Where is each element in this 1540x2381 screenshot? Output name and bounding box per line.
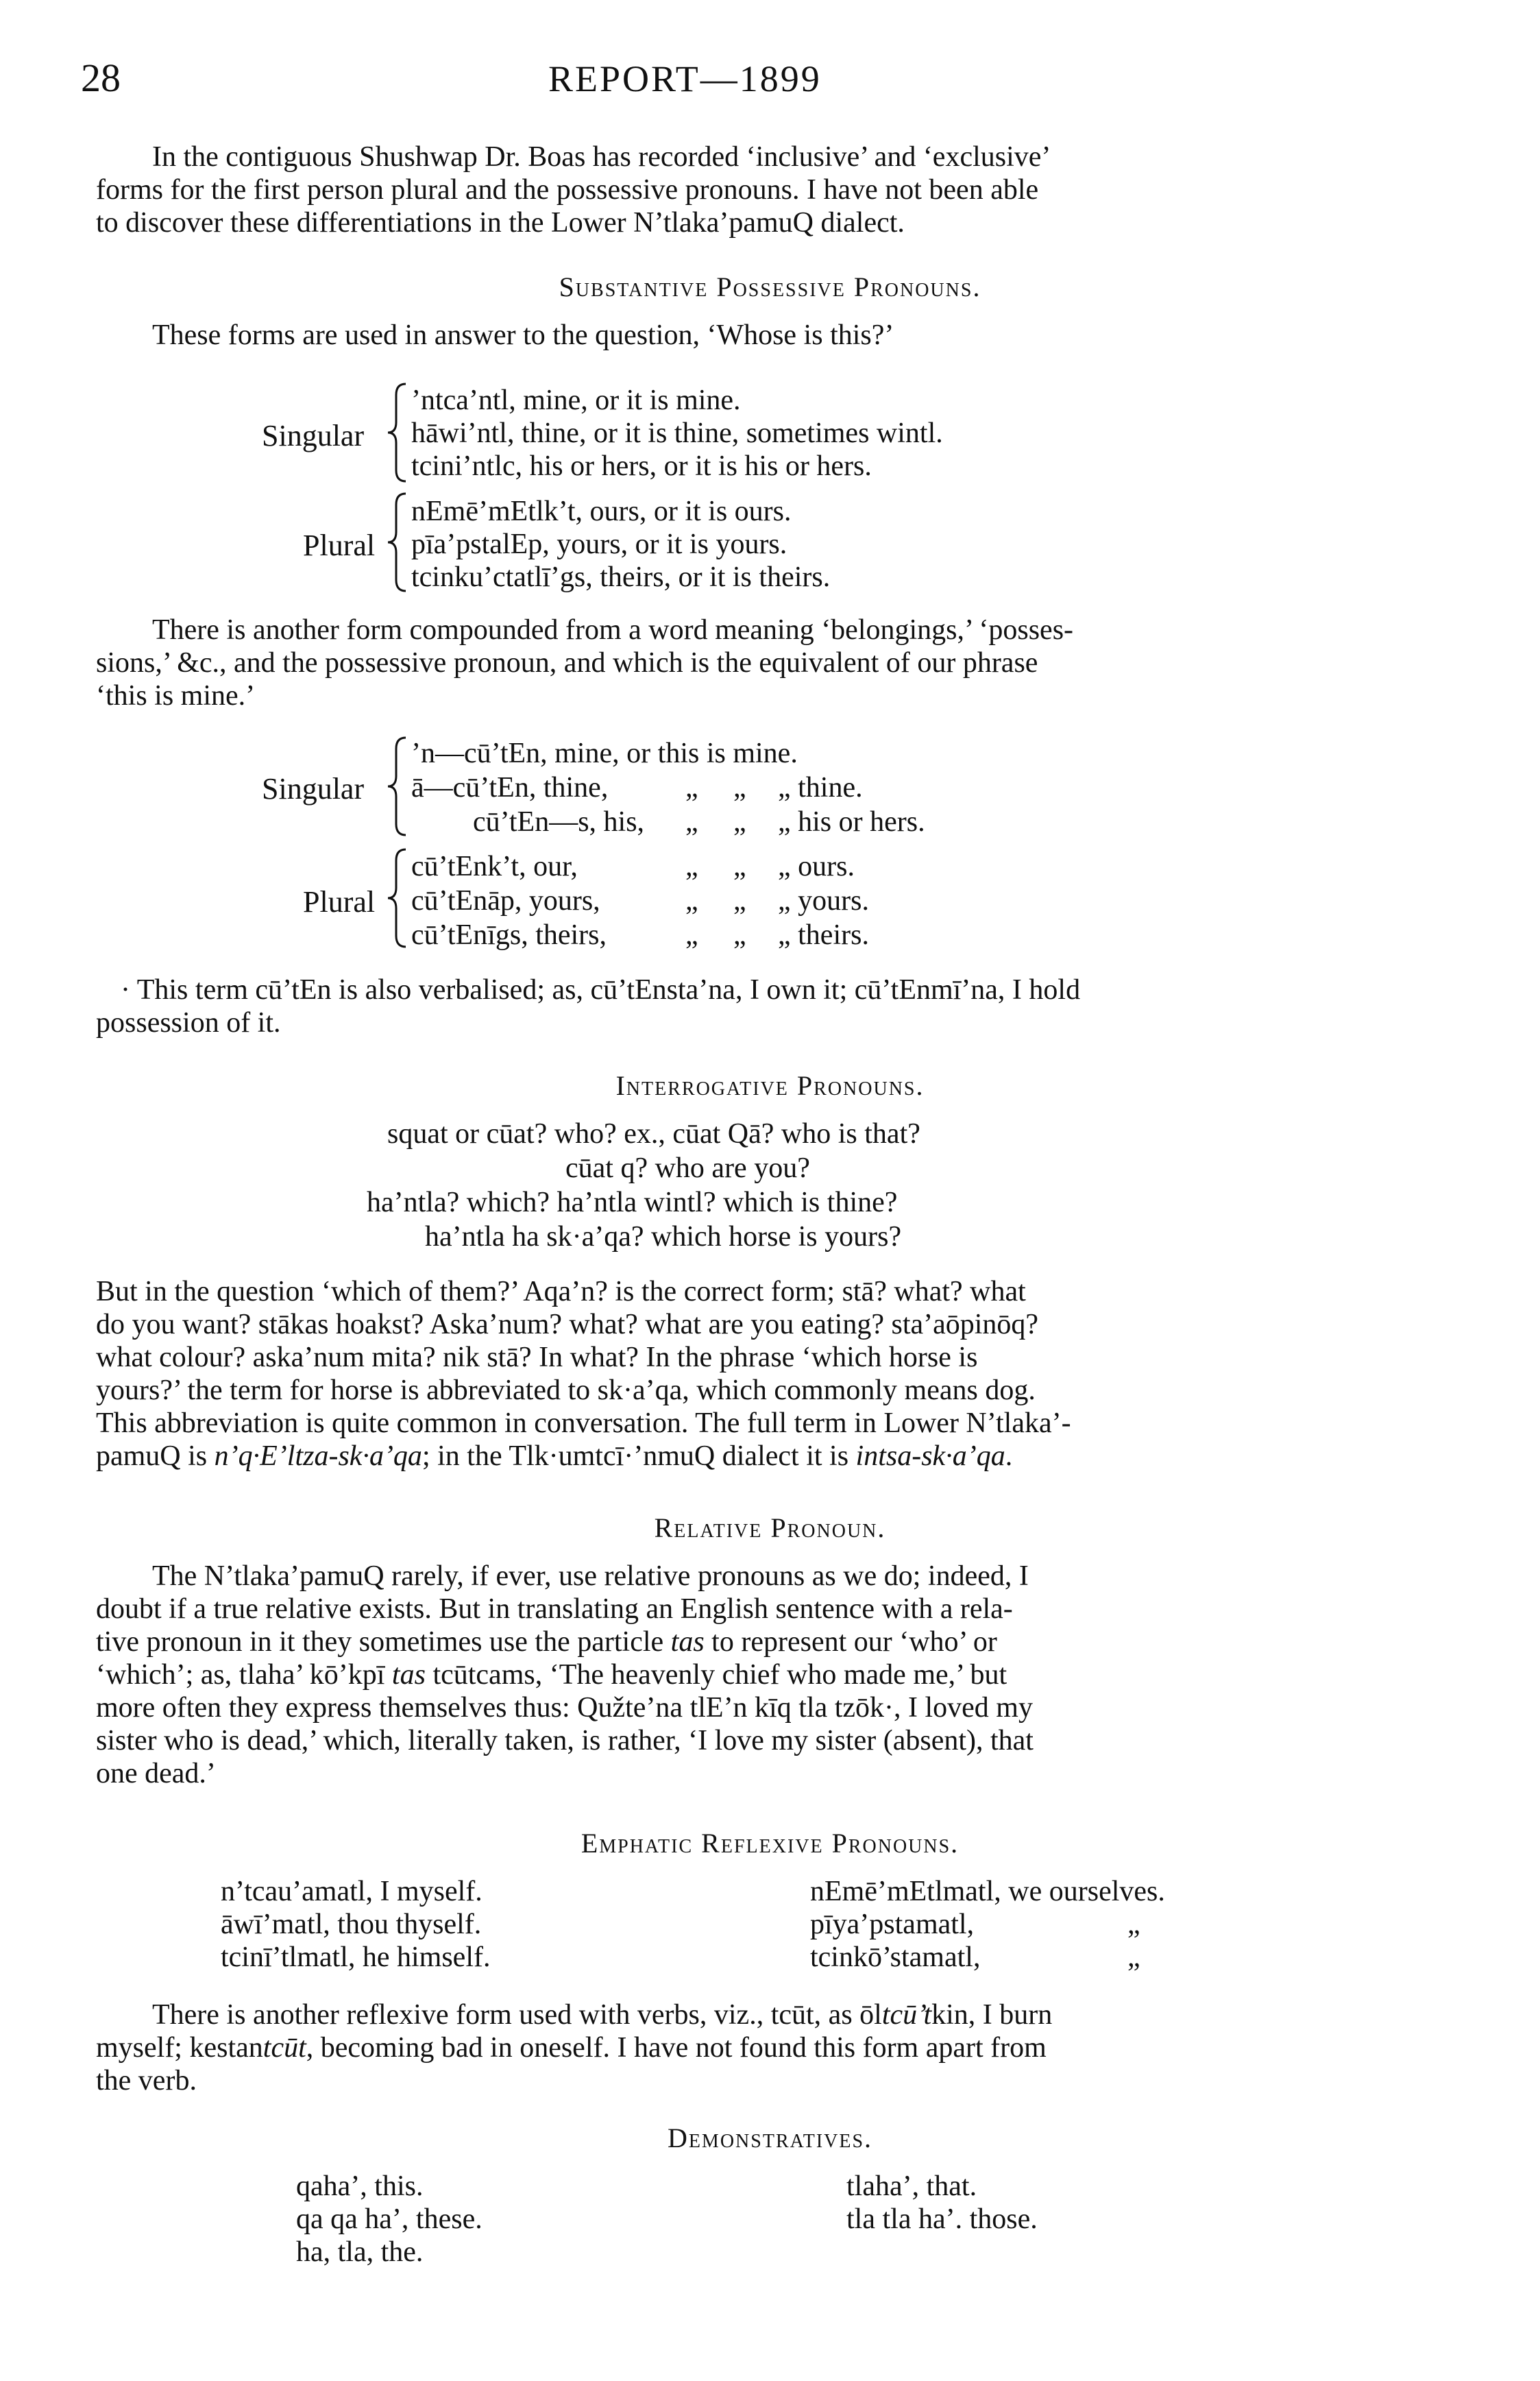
text-line: nEmē’mEtlmatl, we ourselves. xyxy=(810,1876,1165,1907)
plural-label: Plural xyxy=(303,529,376,562)
text-line: „ yours. xyxy=(778,885,869,917)
ditto-mark: „ xyxy=(733,885,746,917)
intro-paragraph xyxy=(96,141,1357,239)
text-line: what colour? aska’num mita? nik stā? In what? In the phrase ‘which horse is xyxy=(96,1342,978,1373)
text-line: tcinku’ctatlī’gs, theirs, or it is theirs. xyxy=(411,561,831,593)
singular-label: Singular xyxy=(262,419,365,452)
text-line: pīa’pstalEp, yours, or it is yours. xyxy=(411,529,787,560)
text-line: But in the question ‘which of them?’ Aqa’n? is the correct form; stā? what? what xyxy=(96,1276,1026,1307)
text-line: These forms are used in answer to the question, ‘Whose is this?’ xyxy=(152,319,894,351)
text-line: ’ntca’ntl, mine, or it is mine. xyxy=(411,385,741,416)
ditto-mark: „ xyxy=(733,851,746,882)
text-line: n’tcau’amatl, I myself. xyxy=(221,1876,482,1907)
ditto-mark: „ xyxy=(685,806,698,838)
text-line: cū’tEnk’t, our, xyxy=(411,851,578,882)
brace xyxy=(385,491,410,594)
text-line: more often they express themselves thus: Qužte’na tlE’n kīq tla tzōk·, I loved my xyxy=(96,1692,1033,1724)
ditto-mark: „ xyxy=(733,772,746,803)
text-line: cū’tEnāp, yours, xyxy=(411,885,600,917)
text-line: qa qa ha’, these. xyxy=(296,2203,482,2235)
text-line: cūat q? who are you? xyxy=(565,1152,810,1184)
text-line: ha, tla, the. xyxy=(296,2236,424,2268)
text-line: cū’tEnīgs, theirs, xyxy=(411,919,607,951)
ditto-mark: „ xyxy=(733,806,746,838)
text-line: „ theirs. xyxy=(778,919,869,951)
text-line: In the contiguous Shushwap Dr. Boas has recorded ‘inclusive’ and ‘exclusive’ xyxy=(152,141,1051,173)
text-line: ha’ntla ha sk·a’qa? which horse is yours? xyxy=(425,1221,902,1253)
text-line: possession of it. xyxy=(96,1007,281,1039)
ditto-mark: „ xyxy=(733,919,746,951)
text-line: hāwi’ntl, thine, or it is thine, sometimes wintl. xyxy=(411,418,943,449)
text-line: one dead.’ xyxy=(96,1758,216,1789)
ditto-mark: „ xyxy=(685,919,698,951)
text-line: qaha’, this. xyxy=(296,2171,424,2202)
text-line: ‘this is mine.’ xyxy=(96,680,256,712)
question-paragraph xyxy=(96,1275,1357,1473)
text-line: ’n—cū’tEn, mine, or this is mine. xyxy=(411,738,798,769)
text-line: ā—cū’tEn, thine, xyxy=(411,772,609,803)
text-line: „ ours. xyxy=(778,851,855,882)
brace xyxy=(385,847,410,950)
text-line: tcinī’tlmatl, he himself. xyxy=(221,1942,491,1973)
text-line: „ thine. xyxy=(778,772,863,803)
another-form-paragraph xyxy=(96,614,1357,712)
text-line: sister who is dead,’ which, literally taken, is rather, ‘I love my sister (absent), that xyxy=(96,1725,1034,1756)
text-line: ha’ntla? which? ha’ntla wintl? which is thine? xyxy=(367,1187,898,1218)
text-line: The N’tlaka’pamuQ rarely, if ever, use relative pronouns as we do; indeed, I xyxy=(152,1560,1029,1592)
text-line: · This term cū’tEn is also verbalised; as, cū’tEnsta’na, I own it; cū’tEnmī’na, I hold xyxy=(121,974,1081,1006)
text-line: the verb. xyxy=(96,2065,197,2096)
text-line: myself; kestantcūt, becoming bad in oneself. I have not found this form apart from xyxy=(96,2032,1047,2064)
text-line: tcini’ntlc, his or hers, or it is his or hers. xyxy=(411,450,872,482)
ditto-mark: „ xyxy=(685,885,698,917)
text-line: to discover these differentiations in the Lower N’tlaka’pamuQ dialect. xyxy=(96,207,905,239)
text-line: „ his or hers. xyxy=(778,806,925,838)
text-line: do you want? stākas hoakst? Aska’num? what? what are you eating? sta’aōpinōq? xyxy=(96,1309,1039,1340)
ditto-mark: „ xyxy=(1127,1942,1140,1973)
plural-label: Plural xyxy=(303,885,376,919)
text-line: ‘which’; as, tlaha’ kō’kpī tas tcūtcams, ‘The heavenly chief who made me,’ but xyxy=(96,1659,1007,1691)
page-number: 28 xyxy=(81,56,121,100)
text-line: cū’tEn—s, his, xyxy=(473,806,645,838)
section-heading: Emphatic Reflexive Pronouns. xyxy=(580,1828,960,1859)
text-line: sions,’ &c., and the possessive pronoun, and which is the equivalent of our phrase xyxy=(96,647,1038,679)
verbalised-paragraph xyxy=(96,974,1357,1039)
text-line: nEmē’mEtlk’t, ours, or it is ours. xyxy=(411,496,792,527)
text-line: forms for the first person plural and the possessive pronouns. I have not been able xyxy=(96,174,1039,206)
text-line: pamuQ is n’q·E’ltza-sk·a’qa; in the Tlk·umtcī·’nmuQ dialect it is intsa-sk·a’qa. xyxy=(96,1440,1013,1472)
text-line: yours?’ the term for horse is abbreviated to sk·a’qa, which commonly means dog. xyxy=(96,1375,1036,1406)
text-line: āwī’matl, thou thyself. xyxy=(221,1909,482,1940)
brace xyxy=(385,735,410,838)
text-line: tla tla ha’. those. xyxy=(846,2203,1038,2235)
section-heading: Interrogative Pronouns. xyxy=(615,1070,925,1101)
section-heading: Substantive Possessive Pronouns. xyxy=(559,271,981,302)
text-line: doubt if a true relative exists. But in translating an English sentence with a rela- xyxy=(96,1593,1013,1625)
text-line: tive pronoun in it they sometimes use the particle tas to represent our ‘who’ or xyxy=(96,1626,997,1658)
text-line: pīya’pstamatl, xyxy=(810,1909,975,1940)
ditto-mark: „ xyxy=(685,772,698,803)
running-head: REPORT—1899 xyxy=(548,58,822,99)
section-heading: Relative Pronoun. xyxy=(654,1512,886,1543)
brace xyxy=(385,381,410,484)
text-line: tcinkō’stamatl, xyxy=(810,1942,981,1973)
text-line: tlaha’, that. xyxy=(846,2171,977,2202)
reflexive-paragraph xyxy=(96,1998,1357,2097)
text-line: This abbreviation is quite common in conversation. The full term in Lower N’tlaka’- xyxy=(96,1407,1071,1439)
relative-paragraph xyxy=(96,1560,1357,1790)
singular-label: Singular xyxy=(262,772,365,806)
ditto-mark: „ xyxy=(685,851,698,882)
text-line: There is another reflexive form used with verbs, viz., tcūt, as ōltcū’tkin, I burn xyxy=(152,1999,1053,2031)
text-line: There is another form compounded from a word meaning ‘belongings,’ ‘posses- xyxy=(152,614,1074,646)
ditto-mark: „ xyxy=(1127,1909,1140,1940)
section-heading: Demonstratives. xyxy=(667,2123,873,2153)
text-line: squat or cūat? who? ex., cūat Qā? who is that? xyxy=(387,1118,920,1150)
